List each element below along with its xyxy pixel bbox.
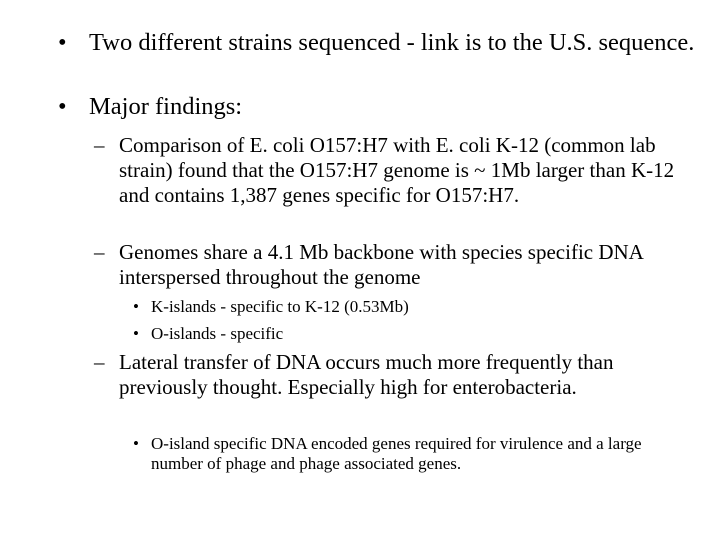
- bullet-dot-icon: •: [133, 434, 139, 453]
- bullet-dash-icon: –: [94, 133, 105, 157]
- sub-item-backbone: [94, 240, 684, 290]
- sub-item-text: Lateral transfer of DNA occurs much more frequently than previously thought. Especially high for enterobacteria.: [119, 350, 614, 399]
- bullet-text: Two different strains sequenced - link is to the U.S. sequence.: [89, 29, 695, 56]
- bullet-dot-icon: •: [58, 93, 67, 120]
- sub-sub-item-o-island-dna: [133, 434, 693, 474]
- sub-sub-item-k-islands: [133, 297, 693, 317]
- bullet-item-major-findings: [58, 92, 698, 121]
- bullet-dot-icon: •: [58, 29, 67, 56]
- sub-sub-item-text: O-islands - specific: [151, 324, 284, 343]
- bullet-item-strains: [58, 28, 698, 57]
- sub-item-text: Comparison of E. coli O157:H7 with E. coli K-12 (common lab strain) found that the O157:H7 genome is ~ 1Mb larger than K-12 and contains 1,387 genes specific for O157:H7.: [119, 133, 675, 207]
- bullet-text: Major findings:: [89, 93, 243, 120]
- bullet-dot-icon: •: [133, 324, 139, 343]
- bullet-dash-icon: –: [94, 350, 105, 374]
- sub-sub-item-text: K-islands - specific to K-12 (0.53Mb): [151, 297, 409, 316]
- sub-sub-item-o-islands: [133, 324, 693, 344]
- sub-item-lateral-transfer: [94, 350, 684, 400]
- sub-item-text: Genomes share a 4.1 Mb backbone with species specific DNA interspersed throughout the genome: [119, 240, 643, 289]
- bullet-dash-icon: –: [94, 240, 105, 264]
- sub-item-comparison: [94, 133, 684, 208]
- bullet-dot-icon: •: [133, 297, 139, 316]
- sub-sub-item-text: O-island specific DNA encoded genes required for virulence and a large number of phage and phage associated genes.: [151, 434, 642, 473]
